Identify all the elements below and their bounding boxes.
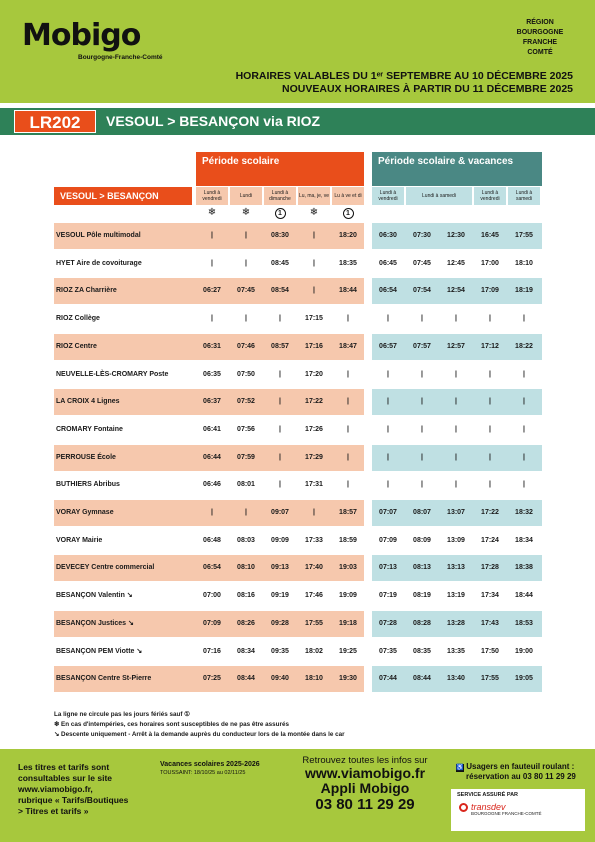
period-school: Période scolaire [196, 152, 364, 186]
time-cell: 17:46 [305, 592, 323, 600]
time-cell: | [455, 453, 457, 461]
time-cell: 07:50 [237, 370, 255, 378]
stop-name: BESANÇON Valentin ↘ [56, 592, 133, 600]
route-code: LR202 [14, 110, 96, 133]
column-header: Lundi [230, 187, 262, 205]
time-cell: 06:48 [203, 536, 221, 544]
time-cell: 06:27 [203, 287, 221, 295]
time-cell: 18:34 [515, 536, 533, 544]
time-cell: | [489, 453, 491, 461]
time-cell: 17:24 [481, 536, 499, 544]
time-cell: 19:03 [339, 564, 357, 572]
table-row [54, 251, 542, 277]
snowflake-icon: ❄ [241, 207, 251, 218]
time-cell: | [211, 232, 213, 239]
time-cell: 13:19 [447, 592, 465, 600]
table-row [54, 278, 542, 304]
time-cell: | [523, 370, 525, 378]
time-cell: | [387, 315, 389, 323]
time-cell: 17:34 [481, 592, 499, 600]
operator-box: SERVICE ASSURÉ PAR transdev BOURGOGNE FRANCHE-COMTÉ [451, 789, 585, 831]
time-cell: 07:52 [237, 398, 255, 406]
time-cell: 06:31 [203, 342, 221, 350]
time-cell: 08:01 [237, 481, 255, 489]
time-cell: 06:45 [379, 259, 397, 267]
time-cell: 19:18 [339, 619, 357, 627]
stop-name: VORAY Gymnase [56, 509, 114, 516]
time-cell: | [313, 232, 315, 239]
time-cell: | [421, 315, 423, 323]
time-cell: 13:35 [447, 647, 465, 655]
time-cell: 07:59 [237, 453, 255, 461]
time-cell: 06:37 [203, 398, 221, 406]
stop-name: RIOZ ZA Charrière [56, 287, 117, 295]
time-cell: | [387, 453, 389, 461]
time-cell: | [421, 398, 423, 406]
time-cell: | [489, 315, 491, 323]
stop-name: RIOZ Collège [56, 315, 100, 323]
time-cell: 08:09 [413, 536, 431, 544]
time-cell: 06:57 [379, 342, 397, 350]
time-cell: | [279, 453, 281, 461]
time-cell: 19:00 [515, 647, 533, 655]
time-cell: 18:20 [339, 232, 357, 239]
time-cell: | [279, 315, 281, 323]
time-cell: 08:13 [413, 564, 431, 572]
time-cell: 17:28 [481, 564, 499, 572]
stop-name: PERROUSE École [56, 453, 116, 461]
footer-holidays-title: Vacances scolaires 2025-2026 [160, 761, 260, 768]
time-cell: 07:56 [237, 425, 255, 433]
table-row [54, 555, 542, 581]
time-cell: 17:12 [481, 342, 499, 350]
time-cell: 13:28 [447, 619, 465, 627]
time-cell: 07:35 [379, 647, 397, 655]
footer-contact: Retrouvez toutes les infos sur www.viamobigo.fr Appli Mobigo 03 80 11 29 29 [280, 755, 450, 814]
time-cell: 07:19 [379, 592, 397, 600]
time-cell: 08:44 [413, 675, 431, 683]
time-cell: | [523, 315, 525, 323]
footer-website[interactable]: www.viamobigo.fr [304, 765, 426, 781]
time-cell: 08:26 [237, 619, 255, 627]
time-cell: | [279, 370, 281, 378]
time-cell: 09:40 [271, 675, 289, 683]
time-cell: 17:00 [481, 259, 499, 267]
time-cell: 17:40 [305, 564, 323, 572]
snowflake-icon: ❄ [309, 207, 319, 218]
time-cell: 07:00 [203, 592, 221, 600]
time-cell: 17:26 [305, 425, 323, 433]
stop-name: BESANÇON Centre St-Pierre [56, 675, 152, 683]
time-cell: | [347, 481, 349, 489]
time-cell: 07:16 [203, 647, 221, 655]
wheelchair-icon: ♿ [456, 765, 464, 771]
stop-name: NEUVELLE-LÈS-CROMARY Poste [56, 370, 169, 378]
time-cell: | [211, 259, 213, 267]
time-cell: 08:03 [237, 536, 255, 544]
time-cell: | [523, 481, 525, 489]
stop-name: DEVECEY Centre commercial [56, 564, 155, 572]
brand-logo: Mobigo [22, 18, 141, 53]
column-header: Lu, ma, je, ve [298, 187, 330, 205]
time-cell: 16:45 [481, 232, 499, 239]
time-cell: 17:50 [481, 647, 499, 655]
column-header: Lundi à vendredi [372, 187, 404, 205]
direction-label: VESOUL > BESANÇON [54, 187, 192, 205]
route-title: VESOUL > BESANÇON via RIOZ [106, 113, 321, 129]
time-cell: 18:57 [339, 509, 357, 516]
stop-name: LA CROIX 4 Lignes [56, 398, 120, 406]
operator-logo-icon [459, 803, 468, 812]
time-cell: 09:07 [271, 509, 289, 516]
time-cell: 06:44 [203, 453, 221, 461]
time-cell: 06:41 [203, 425, 221, 433]
snowflake-icon: ❄ [207, 207, 217, 218]
time-cell: | [421, 481, 423, 489]
table-row [54, 417, 542, 443]
note-drop-off: ↘ Descente uniquement - Arrêt à la demande auprès du conducteur lors de la montée dans le car [54, 731, 345, 738]
time-cell: 08:35 [413, 647, 431, 655]
time-cell: 12:54 [447, 287, 465, 295]
time-cell: | [347, 315, 349, 323]
stop-name: VORAY Mairie [56, 536, 103, 544]
time-cell: 07:13 [379, 564, 397, 572]
time-cell: 17:22 [305, 398, 323, 406]
time-cell: 18:59 [339, 536, 357, 544]
table-row [54, 362, 542, 388]
time-cell: 07:46 [237, 342, 255, 350]
column-header: Lundi à vendredi [196, 187, 228, 205]
time-cell: 18:10 [305, 675, 323, 683]
time-cell: | [313, 287, 315, 295]
time-cell: 18:35 [339, 259, 357, 267]
time-cell: 12:30 [447, 232, 465, 239]
time-cell: 07:07 [379, 509, 397, 516]
time-cell: | [455, 370, 457, 378]
time-cell: 08:34 [237, 647, 255, 655]
time-cell: | [347, 370, 349, 378]
time-cell: 07:30 [413, 232, 431, 239]
note-weather: ❄ En cas d'intempéries, ces horaires sont susceptibles de ne pas être assurés [54, 721, 289, 728]
time-cell: 19:30 [339, 675, 357, 683]
time-cell: 09:13 [271, 564, 289, 572]
table-row [54, 500, 542, 526]
time-cell: | [347, 425, 349, 433]
time-cell: 17:16 [305, 342, 323, 350]
stop-name: VESOUL Pôle multimodal [56, 232, 141, 239]
column-header: Lundi à vendredi [474, 187, 506, 205]
time-cell: 12:45 [447, 259, 465, 267]
time-cell: 17:31 [305, 481, 323, 489]
column-header: Lu à ve et di [332, 187, 364, 205]
time-cell: 13:07 [447, 509, 465, 516]
table-row [54, 334, 542, 360]
time-cell: 06:54 [203, 564, 221, 572]
time-cell: | [313, 509, 315, 516]
footer-tickets: Les titres et tarifs sont consultables sur le site www.viamobigo.fr, rubrique « Tarifs/Boutiques > Titres et tarifs » [18, 762, 129, 816]
column-header: Lundi à samedi [406, 187, 472, 205]
time-cell: 18:02 [305, 647, 323, 655]
stop-name: BESANÇON Justices ↘ [56, 619, 134, 627]
time-cell: 19:25 [339, 647, 357, 655]
time-cell: 09:28 [271, 619, 289, 627]
time-cell: 09:09 [271, 536, 289, 544]
time-cell: 18:38 [515, 564, 533, 572]
stop-name: HYET Aire de covoiturage [56, 259, 142, 267]
note-holidays: La ligne ne circule pas les jours fériés sauf ① [54, 711, 190, 718]
time-cell: | [279, 481, 281, 489]
table-row [54, 666, 542, 692]
time-cell: 18:32 [515, 509, 533, 516]
time-cell: | [421, 425, 423, 433]
stop-name: BUTHIERS Abribus [56, 481, 120, 489]
stop-name: RIOZ Centre [56, 342, 97, 350]
time-cell: 19:05 [515, 675, 533, 683]
time-cell: 08:54 [271, 287, 289, 295]
time-cell: 09:35 [271, 647, 289, 655]
time-cell: 08:44 [237, 675, 255, 683]
time-cell: | [455, 398, 457, 406]
time-cell: | [489, 481, 491, 489]
time-cell: | [489, 398, 491, 406]
time-cell: 07:45 [237, 287, 255, 295]
time-cell: 08:19 [413, 592, 431, 600]
time-cell: 17:15 [305, 315, 323, 323]
time-cell: 07:28 [379, 619, 397, 627]
time-cell: | [245, 232, 247, 239]
time-cell: | [387, 481, 389, 489]
time-cell: 07:54 [413, 287, 431, 295]
time-cell: 17:22 [481, 509, 499, 516]
time-cell: | [279, 425, 281, 433]
region-logo: RÉGION BOURGOGNE FRANCHE COMTÉ [516, 19, 564, 56]
time-cell: 12:57 [447, 342, 465, 350]
time-cell: 13:40 [447, 675, 465, 683]
time-cell: | [455, 425, 457, 433]
time-cell: | [523, 425, 525, 433]
time-cell: 08:57 [271, 342, 289, 350]
time-cell: 08:16 [237, 592, 255, 600]
time-cell: 08:10 [237, 564, 255, 572]
time-cell: | [387, 398, 389, 406]
footer-holidays-detail: TOUSSAINT: 18/10/25 au 02/11/25 [160, 770, 246, 776]
time-cell: | [421, 370, 423, 378]
time-cell: 08:07 [413, 509, 431, 516]
time-cell: | [245, 315, 247, 323]
time-cell: | [211, 315, 213, 323]
time-cell: | [279, 398, 281, 406]
table-row [54, 472, 542, 498]
time-cell: 18:44 [339, 287, 357, 295]
time-cell: 18:53 [515, 619, 533, 627]
time-cell: 07:09 [203, 619, 221, 627]
time-cell: 17:55 [481, 675, 499, 683]
brand-subtitle: Bourgogne-Franche-Comté [78, 54, 163, 61]
time-cell: 07:44 [379, 675, 397, 683]
time-cell: | [523, 453, 525, 461]
time-cell: 18:22 [515, 342, 533, 350]
time-cell: | [421, 453, 423, 461]
footer-phone[interactable]: 03 80 11 29 29 [315, 796, 415, 813]
time-cell: 17:43 [481, 619, 499, 627]
time-cell: 18:19 [515, 287, 533, 295]
time-cell: | [455, 481, 457, 489]
time-cell: | [245, 509, 247, 516]
table-row [54, 528, 542, 554]
time-cell: | [347, 398, 349, 406]
time-cell: 07:57 [413, 342, 431, 350]
stop-name: BESANÇON PEM Viotte ↘ [56, 647, 143, 655]
time-cell: 07:09 [379, 536, 397, 544]
table-row [54, 445, 542, 471]
table-row [54, 583, 542, 609]
time-cell: 18:47 [339, 342, 357, 350]
period-school-holidays: Période scolaire & vacances [372, 152, 542, 186]
time-cell: | [387, 425, 389, 433]
time-cell: 17:55 [515, 232, 533, 239]
validity-dates: HORAIRES VALABLES DU 1ᵉʳ SEPTEMBRE AU 10 DÉCEMBRE 2025 NOUVEAUX HORAIRES À PARTIR DU 11 DÉCEMBRE 2025 [235, 70, 573, 95]
time-cell: | [387, 370, 389, 378]
holiday-circle-icon: 1 [264, 206, 296, 220]
time-cell: 17:20 [305, 370, 323, 378]
time-cell: 08:45 [271, 259, 289, 267]
holiday-circle-icon: 1 [332, 206, 364, 220]
time-cell: 08:28 [413, 619, 431, 627]
time-cell: 08:30 [271, 232, 289, 239]
time-cell: | [211, 509, 213, 516]
time-cell: 06:54 [379, 287, 397, 295]
time-cell: 06:35 [203, 370, 221, 378]
table-row [54, 389, 542, 415]
time-cell: 18:44 [515, 592, 533, 600]
time-cell: 06:46 [203, 481, 221, 489]
time-cell: 17:33 [305, 536, 323, 544]
time-cell: 06:30 [379, 232, 397, 239]
stop-name: CROMARY Fontaine [56, 425, 123, 433]
table-row [54, 639, 542, 665]
time-cell: 09:19 [271, 592, 289, 600]
column-header: Lundi à dimanche [264, 187, 296, 205]
table-row [54, 611, 542, 637]
table-row [54, 223, 542, 249]
time-cell: 13:13 [447, 564, 465, 572]
time-cell: | [489, 425, 491, 433]
time-cell: | [455, 315, 457, 323]
time-cell: 13:09 [447, 536, 465, 544]
time-cell: | [347, 453, 349, 461]
time-cell: | [489, 370, 491, 378]
time-cell: | [523, 398, 525, 406]
column-header: Lundi à samedi [508, 187, 540, 205]
table-row [54, 306, 542, 332]
footer-wheelchair: ♿ Usagers en fauteuil roulant : réservation au 03 80 11 29 29 [456, 762, 576, 781]
time-cell: 17:09 [481, 287, 499, 295]
time-cell: 17:55 [305, 619, 323, 627]
time-cell: 19:09 [339, 592, 357, 600]
time-cell: 18:10 [515, 259, 533, 267]
time-cell: 17:29 [305, 453, 323, 461]
time-cell: 07:45 [413, 259, 431, 267]
time-cell: | [313, 259, 315, 267]
time-cell: | [245, 259, 247, 267]
time-cell: 07:25 [203, 675, 221, 683]
